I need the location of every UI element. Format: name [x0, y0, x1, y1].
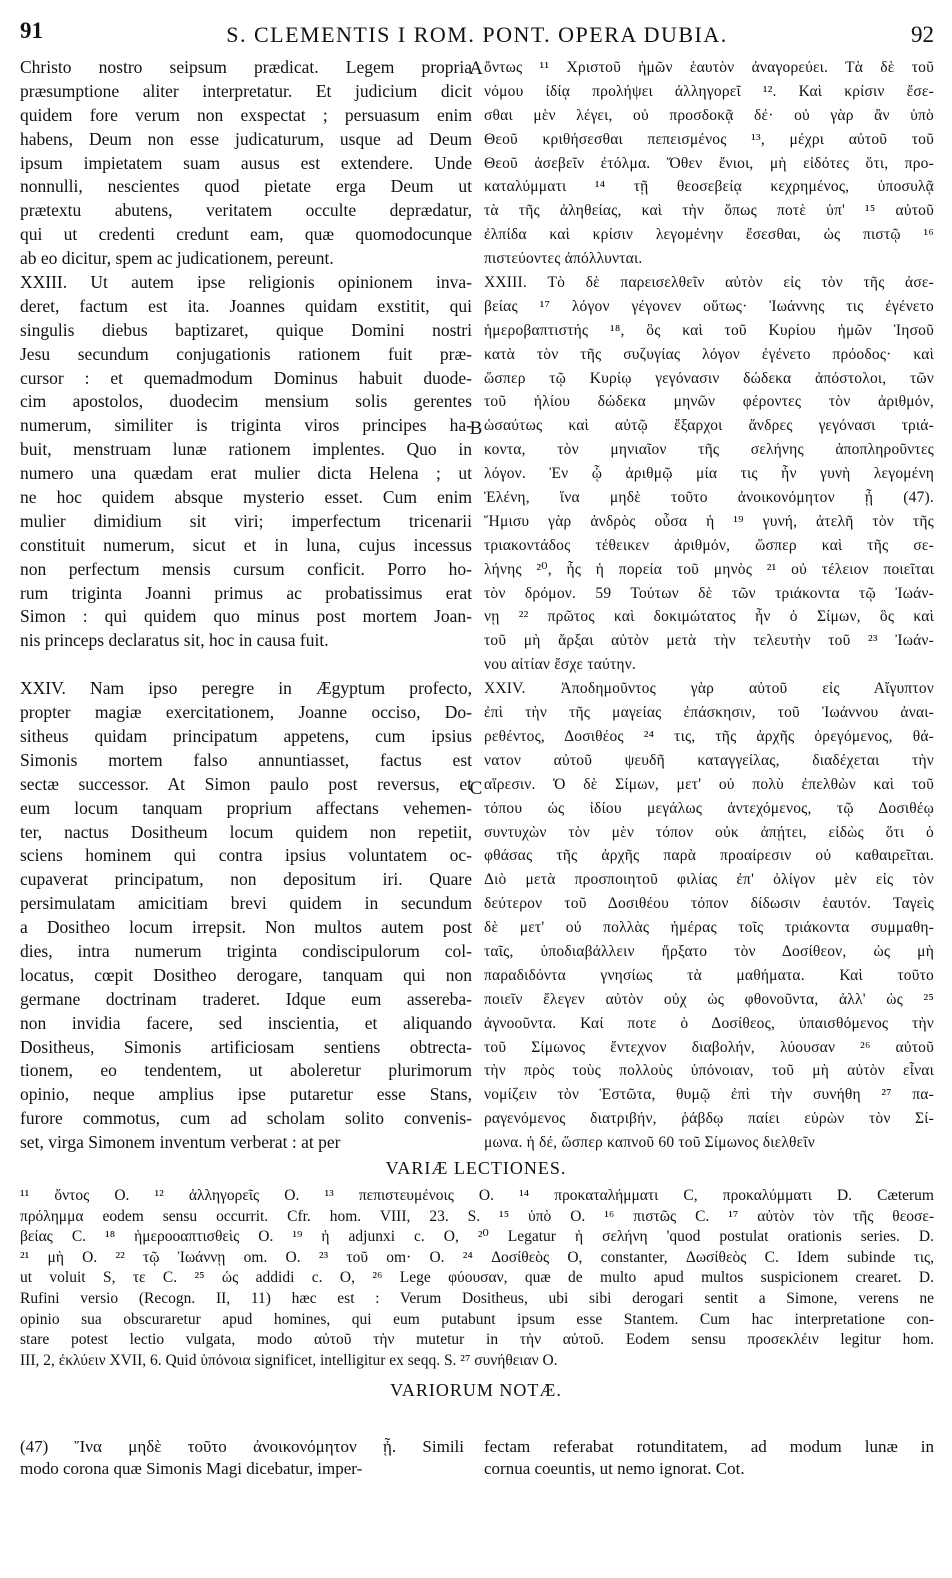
text-line: μωνα. ἡ δέ, ὥσπερ καπνοῦ 60 τοῦ Σίμωνος διελθεῖν: [484, 1134, 815, 1152]
text-line: ipsum impietatem suam ausus est extendere. Unde: [20, 152, 472, 173]
text-line: dies, intra numerum triginta condiscipulorum col-: [20, 940, 472, 961]
text-line: Διὸ μετὰ προσποιητοῦ φιλίας ἐπ' ὀλίγον μὲν εἰς τὸν: [484, 871, 934, 889]
text-line: λήνης ²⁰, ἧς ἡ πορεία τοῦ μηνὸς ²¹ οὐ τέλειον ποιεῖται: [484, 560, 934, 578]
text-line: βείας ¹⁷ λόγον γέγονεν οὕτως· Ἰωάννης τις ἐγένετο: [484, 297, 934, 315]
text-line: Simon : qui quidem quo minus post mortem Joan-: [20, 606, 472, 627]
text-line: XXIV. Nam ipso peregre in Ægyptum profecto,: [20, 678, 472, 699]
text-line: ἀγνοοῦντα. Καί ποτε ὁ Δοσίθεος, ὑπαισθόμενος τὴν: [484, 1014, 934, 1032]
text-line: (47) Ἵνα μηδὲ τοῦτο ἀνοικονόμητον ᾖ. Simili: [20, 1437, 464, 1456]
text-line: αἵρεσιν. Ὁ δὲ Σίμων, μετ' οὐ πολὺ ἐπελθὼν καὶ τοῦ: [484, 775, 934, 793]
page-number-left: 91: [20, 18, 43, 43]
text-line: Θεοῦ ἀσεβεῖν ἐτόλμα. Ὅθεν ἔνιοι, μὴ εἰδότες ὅτι, προ-: [484, 154, 934, 172]
text-line: constituit numerum, sicut et in luna, cujus incessus: [20, 534, 472, 555]
text-line: singulis diebus baptizaret, quique Domini nostri: [20, 319, 472, 340]
text-line: σθαι μὲν λέγει, οὐ προσδοκᾷ δέ· οὐ γὰρ ἂν ὑπὸ: [484, 106, 934, 124]
text-line: πιστεύοντες ἀπόλλυνται.: [484, 250, 643, 268]
text-line: persimulatam amicitiam brevi quidem in secundum: [20, 893, 472, 914]
text-line: numero una quædam erat mulier dicta Helena ; ut: [20, 463, 472, 484]
text-line: XXIV. Ἀποδημοῦντος γὰρ αὐτοῦ εἰς Αἴγυπτον: [484, 680, 934, 698]
margin-letter-a: A: [469, 58, 483, 79]
text-line: Rufini versio (Recogn. II, 11) hæc est : Verum Dositheus, ubi sibi derogari sentit a Simone, verens ne: [20, 1289, 934, 1307]
variae-lectiones-title: VARIÆ LECTIONES.: [385, 1158, 567, 1178]
text-line: ἡμεροβαπτιστής ¹⁸, ὃς καὶ τοῦ Κυρίου ἡμῶν Ἰησοῦ: [484, 321, 934, 339]
text-line: βείας C. ¹⁸ ἡμεροοαπτισθεὶς O. ¹⁹ ἡ adjunxi c. O, ²⁰ Legatur ἡ σελήνη 'quod postulat orationis series. D.: [20, 1228, 934, 1246]
variorum-notae-title: VARIORUM NOTÆ.: [390, 1380, 562, 1400]
greek-column: [484, 56, 934, 1155]
text-line: νῃ ²² πρῶτος καὶ δοκιμώτατος ἦν ὁ Σίμων, ὃς καὶ: [484, 608, 934, 626]
text-line: ¹¹ ὄντος O. ¹² ἀλληγορεῖς O. ¹³ πεπιστευμένοις O. ¹⁴ προκαταλήμματι C, προκαλύμματι D. Cæterum: [20, 1187, 934, 1204]
text-line: sectæ successor. At Simon paulo post reversus, et: [20, 773, 472, 794]
text-line: τὴν πρὸς τοὺς πολλοὺς ὑπόνοιαν, τοῦ μὴ αὐτὸν εἶναι: [484, 1062, 934, 1080]
text-line: τόπου ὡς ἰδίου μεγάλως ἀντεχόμενος, τῷ Δοσιθέῳ: [484, 799, 934, 817]
variae-lectiones: [20, 1186, 934, 1371]
text-line: non invidia facere, sed inscientia, et aliquando: [20, 1012, 472, 1033]
margin-letter-c: C: [469, 778, 483, 799]
text-line: παραδιδόντα γνησίως τὰ μαθήματα. Καὶ τοῦτο: [484, 966, 934, 984]
page-number-right: 92: [911, 22, 934, 47]
text-line: νου αἰτίαν ἔσχε ταύτην.: [484, 656, 636, 674]
text-line: modo corona quæ Simonis Magi dicebatur, imper-: [20, 1459, 363, 1478]
text-line: τριακοντάδος τέθεικεν ἀριθμόν, ὥσπερ καὶ τῆς σε-: [484, 536, 934, 554]
text-line: opinio sua obscuraretur apud homines, qui eum putabunt ipsum esse Stantem. Cum hac interpretatione con-: [20, 1310, 934, 1328]
text-line: νόμου ἰδίᾳ προλήψει ἀλληγορεῖ ¹². Καὶ κρίσιν ἔσε-: [484, 82, 934, 100]
text-line: tionem, eo tendentem, ut aboleretur plurimorum: [20, 1060, 472, 1081]
text-line: cupaverat principatum, non depositum iri. Quare: [20, 869, 472, 890]
text-line: Θεοῦ κριθήσεσθαι πεπεισμένος ¹³, μέχρι αὐτοῦ τοῦ: [484, 130, 934, 148]
text-line: πρόλημμα eodem sensu occurrit. Cfr. hom. VIII, 23. S. ¹⁵ ὑπὸ O. ¹⁶ πιστῶς C. ¹⁷ αὐτὸν τὸν τῆς θεοσε-: [20, 1207, 934, 1225]
text-line: Ἑλένη, ἵνα μηδὲ τοῦτο ἀνοικονόμητον ᾖ (47).: [484, 489, 934, 507]
text-line: δὲ μετ' οὐ πολλὰς ἡμέρας τοῖς τριάκοντα συμμαθη-: [484, 919, 934, 937]
text-line: propter magiæ exercitationem, Joanne occiso, Do-: [20, 702, 472, 723]
text-line: ὡσαύτως καὶ αὐτῷ ἔξαρχοι ἄνδρες γεγόνασι τριά-: [484, 417, 934, 435]
main-text: [20, 56, 934, 1154]
text-line: præsumptione aliter interpretatur. Et judicium dicit: [20, 80, 472, 101]
text-line: cursor : et quemadmodum Dominus habuit duode-: [20, 367, 472, 388]
text-line: cim apostolos, duodecim mensium solis gerentes: [20, 391, 472, 412]
text-line: locatus, cœpit Dositheo derogare, tanquam qui non: [20, 964, 472, 985]
text-line: non perfectum mensis cursum conficit. Porro ho-: [20, 558, 472, 579]
text-line: qui ut credenti credunt eam, quæ quomodocunque: [20, 224, 472, 245]
text-line: nis princeps declaratus sit, hoc in causa fuit.: [20, 630, 329, 651]
text-line: nonnulli, nescientes quod pietate erga Deum ut: [20, 176, 472, 197]
latin-column: [20, 56, 472, 1155]
text-line: νομίζειν τὸν Ἑστῶτα, θυμῷ ἐπὶ τὴν συνήθη ²⁷ πα-: [484, 1086, 934, 1104]
text-line: fectam referabat rotunditatem, ad modum lunæ in: [484, 1437, 934, 1456]
text-line: τοῦ Σίμωνος ἔντεχνον διαβολήν, λύουσαν ²⁶ αὐτοῦ: [484, 1038, 934, 1056]
text-line: Jesu secundum conjugationis rationem fuit præ-: [20, 343, 472, 364]
text-line: Dositheus, Simonis artificiosam sentiens obtrecta-: [20, 1036, 472, 1057]
text-line: ²¹ μὴ O. ²² τῷ Ἰωάννῃ om. O. ²³ τοῦ om· O. ²⁴ Δοσίθεὸς O, constanter, Δωσίθεὸς C. Idem subinde τις,: [20, 1248, 934, 1266]
text-line: sitheus quidam principatum appetens, cum ipsius: [20, 725, 472, 746]
text-line: δεύτερον τοῦ Δοσιθέου τόπον δίδωσιν ἑαυτόν. Ταγεὶς: [484, 895, 934, 913]
text-line: prætextu abutens, veritatem occulte deprædatur,: [20, 200, 472, 221]
text-line: deret, factum est ita. Joannes quidam exstitit, qui: [20, 295, 472, 316]
page-header: [20, 18, 934, 52]
text-line: Ἥμισυ γὰρ ἀνδρὸς οὖσα ἡ ¹⁹ γυνή, ἀτελῆ τὸν τῆς: [484, 512, 934, 530]
text-line: φθάσας τῆς ἀρχῆς παρὰ προαίρεσιν οὐ καθαιρεῖται.: [484, 847, 934, 865]
text-line: ρεθέντος, Δοσιθέος ²⁴ τις, τῆς ἀρχῆς ὀρεγόμενος, θά-: [484, 727, 934, 745]
text-line: quidem fore verum non exspectat ; persuasum enim: [20, 104, 472, 125]
text-line: eum locum tanquam proprium affectans vehemen-: [20, 797, 472, 818]
text-line: numerum, similiter is triginta viros principes ha-: [20, 415, 472, 436]
text-line: XXIII. Ut autem ipse religionis opinionem inva-: [20, 272, 472, 293]
variorum-notae-left: [20, 1436, 464, 1480]
text-line: ὄντως ¹¹ Χριστοῦ ἡμῶν ἑαυτὸν ἀναγορεύει. Τὰ δὲ τοῦ: [484, 59, 934, 76]
text-line: τοῦ μὴ ἄρξαι αὐτὸν μετὰ τὴν τελευτὴν τοῦ ²³ Ἰωάν-: [484, 632, 934, 650]
text-line: habens, Deum non esse judicaturum, usque ad Deum: [20, 128, 472, 149]
text-line: καταλύμματι ¹⁴ τῇ θεοσεβείᾳ κεχρημένος, ὑποσυλᾷ: [484, 178, 934, 196]
text-line: κοντα, τὸν μηνιαῖον τῆς σελήνης ἀποπληροῦντες: [484, 441, 934, 459]
text-line: buit, menstruam lunæ rationem implentes. Quo in: [20, 439, 472, 460]
text-line: III, 2, ἐκλύειν XVII, 6. Quid ὑπόνοια significet, intelligitur ex seqq. S. ²⁷ συνήθειαν O.: [20, 1351, 558, 1369]
text-line: [20, 653, 472, 677]
text-line: ut voluit S, τε C. ²⁵ ὡς addidi c. O, ²⁶ Lege φύουσαν, quæ de multo apud multos suspicionem crearet. D.: [20, 1269, 934, 1287]
text-line: συντυχὼν τὸν μὲν τόπον οὐκ ἀπῄτει, εἰδὼς ὅτι ὁ: [484, 823, 934, 841]
text-line: νατον αὐτοῦ ψευδῆ καταγγείλας, διαδέχεται τὴν: [484, 751, 934, 769]
text-line: XXIII. Τὸ δὲ παρεισελθεῖν αὐτὸν εἰς τὸν τῆς ἀσε-: [484, 274, 934, 292]
text-line: stare potest lectio vulgata, modo αὐτοῦ τὴν mutetur in τὴν αὐτοῦ. Eodem sensu προσεκλέιν legitur hom.: [20, 1331, 934, 1349]
text-line: τοῦ ἡλίου δώδεκα μηνῶν φέροντες τὸν ἀριθμόν,: [484, 393, 934, 411]
text-line: τὸν δρόμον. 59 Τούτων δὲ τῶν τριάκοντα τῷ Ἰωάν-: [484, 584, 934, 602]
text-line: ποιεῖν ἔλεγεν αὐτὸν οὐχ ὡς φθονοῦντα, ἀλλ' ὡς ²⁵: [484, 990, 934, 1008]
text-line: κατὰ τὸν τῆς συζυγίας λόγον ἐγένετο πρόοδος· καὶ: [484, 345, 934, 363]
text-line: a Dositheo locum irrepsit. Non multos autem post: [20, 917, 472, 938]
text-line: ab eo dicitur, spem ac judicationem, pereunt.: [20, 248, 334, 269]
text-line: Simonis mortem falso annuntiasset, factus est: [20, 749, 472, 770]
text-line: ἐλπίδα καὶ κρίσιν λεγομένην ἔσεσθαι, ὡς πιστῷ ¹⁶: [484, 226, 934, 244]
text-line: furore commotus, cum ad scholam solito convenis-: [20, 1108, 472, 1129]
text-line: ραγενόμενος διατριβήν, ῥάβδῳ παίει εὑρὼν τὸν Σί-: [484, 1110, 934, 1128]
text-line: mulier dimidium sit viri; imperfectum tricenarii: [20, 510, 472, 531]
text-line: rum triginta Joanni primus ac probatissimus erat: [20, 582, 472, 603]
running-title: S. CLEMENTIS I ROM. PONT. OPERA DUBIA.: [226, 22, 728, 47]
text-line: sciens hominem qui contra ipsius voluntatem oc-: [20, 845, 472, 866]
text-line: τὰ τῆς ἀληθείας, καὶ τὴν ὅπως ποτὲ ὑπ' ¹⁵ αὐτοῦ: [484, 202, 934, 220]
text-line: λόγον. Ἐν ᾧ ἀριθμῷ μία τις ἦν γυνὴ λεγομένη: [484, 465, 934, 483]
margin-letter-b: B: [469, 418, 483, 439]
text-line: ter, nactus Dositheum locum quidem non repetiit,: [20, 821, 472, 842]
text-line: ne hoc quidem absque mysterio esset. Cum enim: [20, 487, 472, 508]
text-line: ὥσπερ τῷ Κυρίῳ γεγόνασιν δώδεκα ἀπόστολοι, τῶν: [484, 369, 934, 387]
variorum-notae-right: [484, 1436, 934, 1480]
text-line: Christo nostro seipsum prædicat. Legem propria: [20, 57, 472, 77]
text-line: opinio, neque amplius ipse putaretur esse Stans,: [20, 1084, 472, 1105]
text-line: set, virga Simonem inventum verberat : at per: [20, 1132, 341, 1153]
text-line: ἐπὶ τὴν τῆς μαγείας ἐπάσκησιν, τοῦ Ἰωάννου ἀναι-: [484, 704, 934, 722]
text-line: germane doctrinam traderet. Idque eum assereba-: [20, 988, 472, 1009]
text-line: ταῖς, ὑποδιαβάλλειν ἤρξατο τὸν Δοσίθεον, ὡς μὴ: [484, 942, 934, 960]
text-line: cornua coeuntis, ut nemo ignorat. Cot.: [484, 1459, 745, 1478]
